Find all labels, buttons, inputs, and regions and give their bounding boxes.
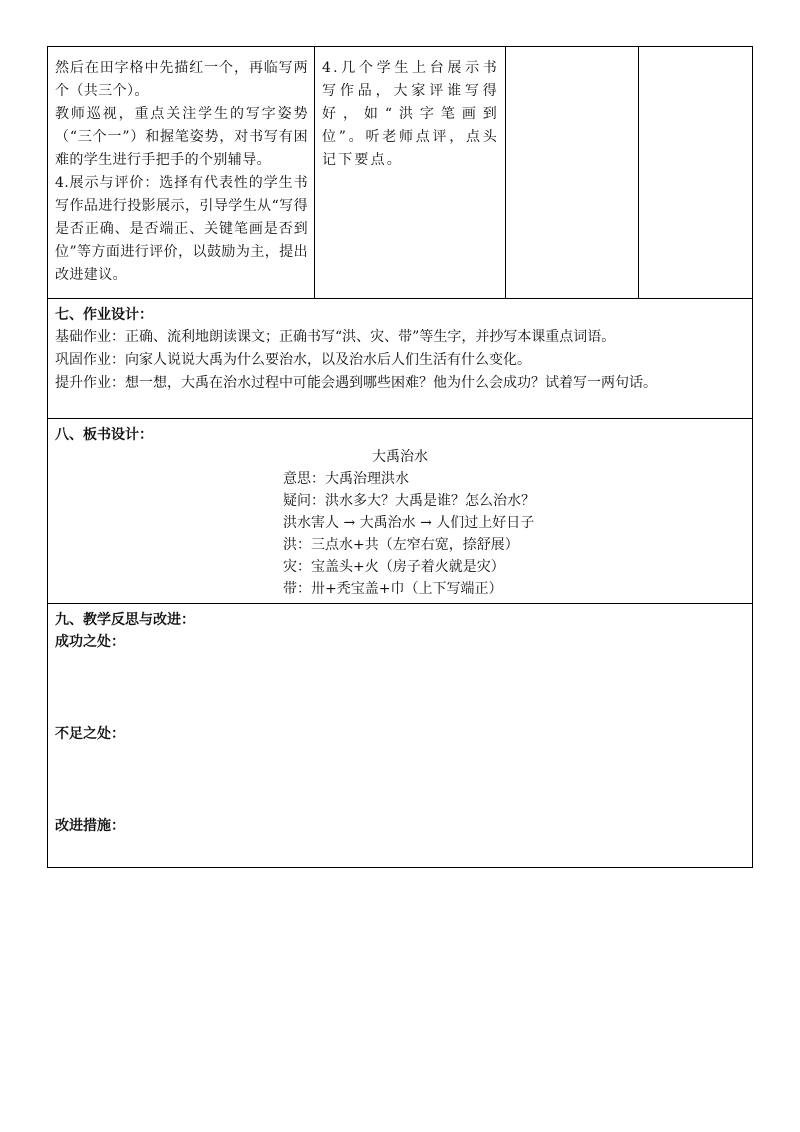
success-blank — [55, 653, 745, 723]
success-label: 成功之处： — [55, 634, 125, 650]
board-heading: 八、板书设计： — [55, 427, 153, 443]
board-design-section — [48, 419, 752, 604]
board-line: 灾：宝盖头+火（房子着火就是灾） — [283, 559, 505, 575]
board-title: 大禹治水 — [372, 449, 428, 465]
teacher-activity-cell — [48, 47, 315, 298]
student-paragraph: 4.几个学生上台展示书写作品，大家评谁写得好，如“洪字笔画到位”。听老师点评，点头记下要点。 — [322, 60, 499, 168]
improvement-label: 改进措施： — [55, 818, 125, 834]
homework-line: 基础作业：正确、流利地朗读课文；正确书写“洪、灾、带”等生字，并抄写本课重点词语。 — [55, 329, 616, 345]
empty-cell — [639, 47, 752, 298]
board-line: 带：卅+秃宝盖+巾（上下写端正） — [283, 581, 503, 597]
reflection-section — [48, 604, 752, 867]
shortcoming-label: 不足之处： — [55, 726, 125, 742]
reflection-heading: 九、教学反思与改进： — [55, 612, 195, 628]
lesson-plan-table — [47, 46, 753, 868]
board-content — [55, 446, 745, 606]
student-activity-cell — [315, 47, 506, 298]
board-line: 洪水害人 → 大禹治水 → 人们过上好日子 — [283, 515, 535, 531]
homework-heading: 七、作业设计： — [55, 307, 153, 323]
homework-section — [48, 299, 752, 419]
process-row — [48, 47, 752, 299]
teacher-paragraph: 教师巡视，重点关注学生的写字姿势（“三个一”）和握笔姿势，对书写有困难的学生进行手把手的个别辅导。 — [55, 106, 308, 168]
homework-line: 巩固作业：向家人说说大禹为什么要治水，以及治水后人们生活有什么变化。 — [55, 352, 531, 368]
shortcoming-blank — [55, 745, 745, 815]
board-line: 疑问：洪水多大？大禹是谁？怎么治水？ — [283, 493, 535, 509]
board-line: 洪：三点水+共（左窄右宽，捺舒展） — [283, 537, 519, 553]
empty-cell — [506, 47, 639, 298]
teacher-paragraph: 然后在田字格中先描红一个，再临写两个（共三个）。 — [55, 60, 308, 99]
homework-line: 提升作业：想一想，大禹在治水过程中可能会遇到哪些困难？他为什么会成功？试着写一两句话。 — [55, 375, 657, 391]
teacher-paragraph: 4.展示与评价：选择有代表性的学生书写作品进行投影展示，引导学生从“写得是否正确、是否端正、关键笔画是否到位”等方面进行评价，以鼓励为主，提出改进建议。 — [55, 175, 308, 283]
board-line: 意思：大禹治理洪水 — [283, 471, 409, 487]
